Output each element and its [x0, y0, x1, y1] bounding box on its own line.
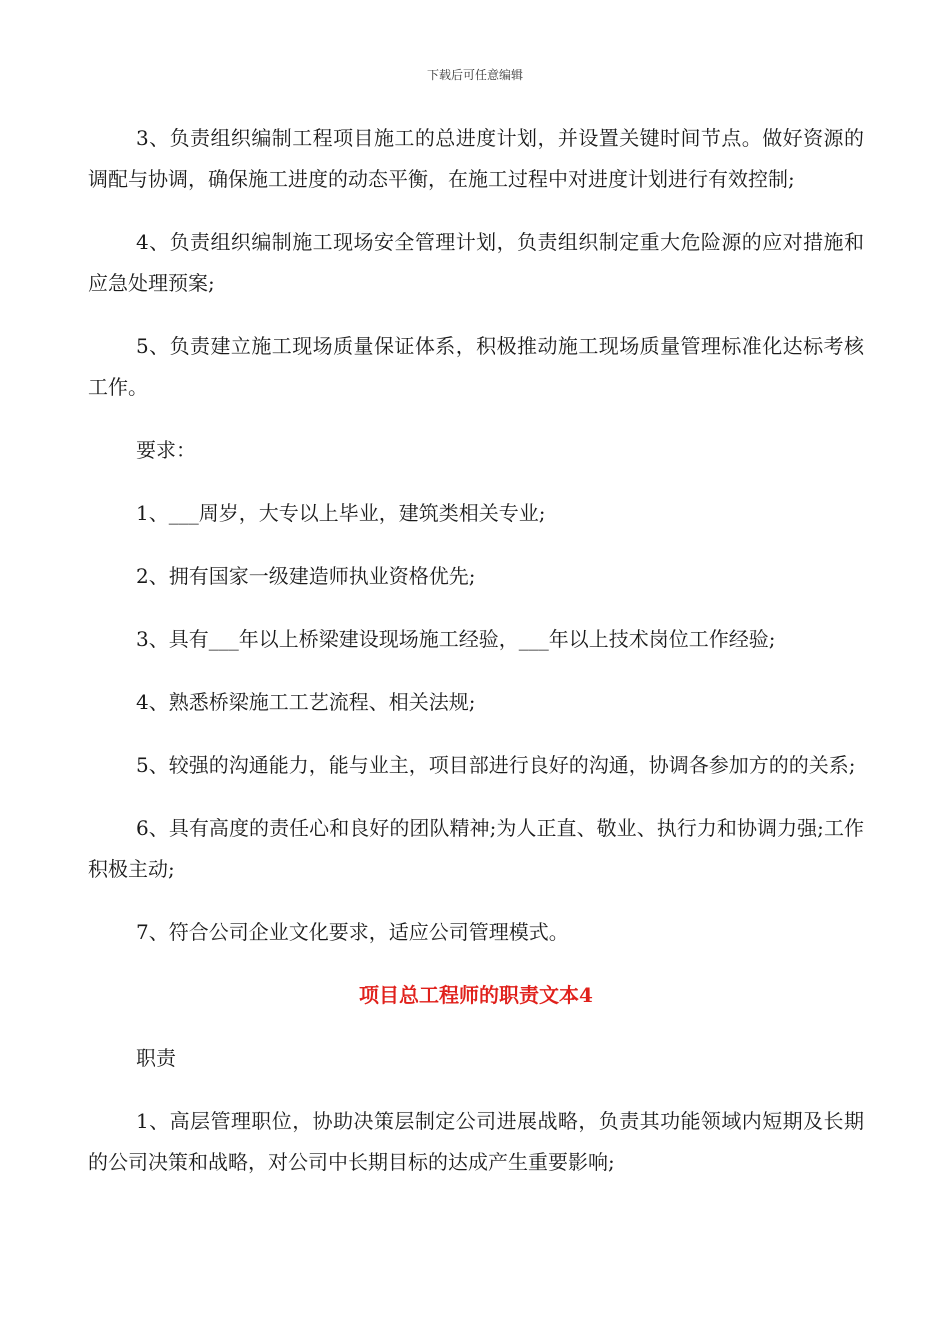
requirement-item: 3、具有___年以上桥梁建设现场施工经验，___年以上技术岗位工作经验;: [136, 627, 776, 651]
requirements-heading: 要求：: [136, 438, 196, 462]
paragraph-safety: 4、负责组织编制施工现场安全管理计划，负责组织制定重大危险源的应对措施和应急处理预案;: [88, 230, 864, 295]
paragraph-quality: 5、负责建立施工现场质量保证体系，积极推动施工现场质量管理标准化达标考核工作。: [88, 334, 864, 399]
duty-item: 1、高层管理职位，协助决策层制定公司进展战略，负责其功能领域内短期及长期的公司决策和战略，对公司中长期目标的达成产生重要影响;: [88, 1109, 864, 1174]
requirement-item: 6、具有高度的责任心和良好的团队精神;为人正直、敬业、执行力和协调力强;工作积极主动;: [88, 816, 864, 881]
requirement-item: 2、拥有国家一级建造师执业资格优先;: [136, 564, 476, 588]
document-body: [88, 118, 864, 1205]
requirement-item: 1、___周岁，大专以上毕业，建筑类相关专业;: [136, 501, 546, 525]
section-title: 项目总工程师的职责文本4: [359, 983, 593, 1007]
header-note: 下载后可任意编辑: [426, 68, 523, 82]
requirement-item: 5、较强的沟通能力，能与业主，项目部进行良好的沟通，协调各参加方的的关系;: [136, 753, 856, 777]
requirement-item: 7、符合公司企业文化要求，适应公司管理模式。: [136, 920, 569, 944]
duties-heading: 职责: [136, 1046, 176, 1070]
requirement-item: 4、熟悉桥梁施工工艺流程、相关法规;: [136, 690, 476, 714]
paragraph-schedule: 3、负责组织编制工程项目施工的总进度计划，并设置关键时间节点。做好资源的调配与协调，确保施工进度的动态平衡，在施工过程中对进度计划进行有效控制;: [88, 126, 864, 191]
